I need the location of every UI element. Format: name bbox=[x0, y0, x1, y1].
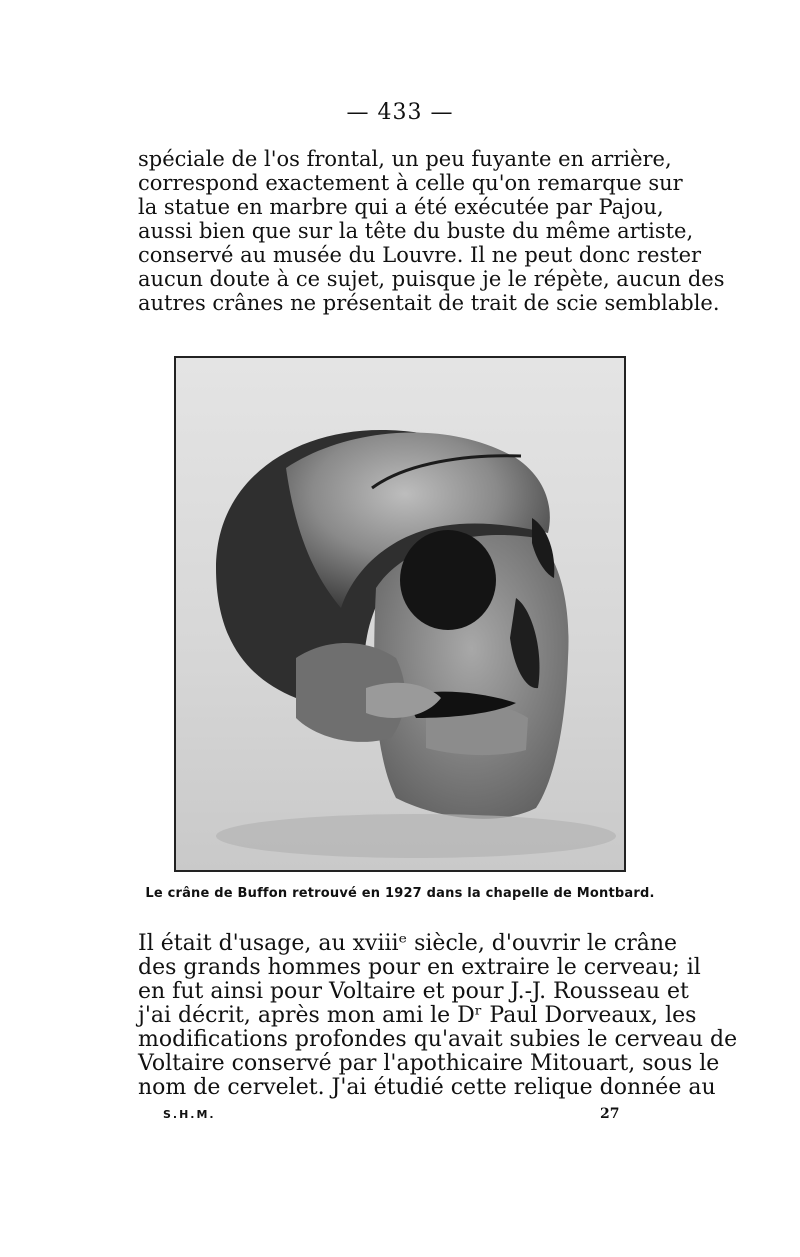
skull-photograph bbox=[174, 356, 626, 872]
text-line: nom de cervelet. J'ai étudié cette relique donnée au bbox=[138, 1075, 716, 1100]
text-line: Il était d'usage, au xviiiᵉ siècle, d'ouvrir le crâne bbox=[138, 931, 678, 956]
text-line: Voltaire conservé par l'apothicaire Mitouart, sous le bbox=[138, 1051, 720, 1076]
text-line: aussi bien que sur la tête du buste du même artiste, bbox=[138, 219, 694, 243]
text-line: modifications profondes qu'avait subies le cerveau de bbox=[138, 1027, 738, 1052]
text-line: correspond exactement à celle qu'on remarque sur bbox=[138, 171, 683, 195]
text-line: aucun doute à ce sujet, puisque je le répète, aucun des bbox=[138, 267, 725, 291]
skull-photo-illustration bbox=[176, 358, 624, 870]
text-line: la statue en marbre qui a été exécutée par Pajou, bbox=[138, 195, 664, 219]
text-line: conservé au musée du Louvre. Il ne peut donc rester bbox=[138, 243, 702, 267]
paragraph-top bbox=[138, 147, 725, 315]
page-number: — 433 — bbox=[346, 100, 454, 125]
text-line: autres crânes ne présentait de trait de scie semblable. bbox=[138, 291, 720, 315]
text-line: des grands hommes pour en extraire le cerveau; il bbox=[138, 955, 701, 980]
text-line: en fut ainsi pour Voltaire et pour J.-J. Rousseau et bbox=[138, 979, 689, 1004]
paragraph-bottom bbox=[138, 931, 738, 1100]
signature-mark: S.H.M. bbox=[163, 1108, 216, 1121]
text-line: spéciale de l'os frontal, un peu fuyante en arrière, bbox=[138, 147, 672, 171]
figure-caption: Le crâne de Buffon retrouvé en 1927 dans la chapelle de Montbard. bbox=[145, 886, 655, 901]
sheet-number: 27 bbox=[600, 1106, 620, 1122]
text-line: j'ai décrit, après mon ami le Dʳ Paul Dorveaux, les bbox=[138, 1003, 697, 1028]
